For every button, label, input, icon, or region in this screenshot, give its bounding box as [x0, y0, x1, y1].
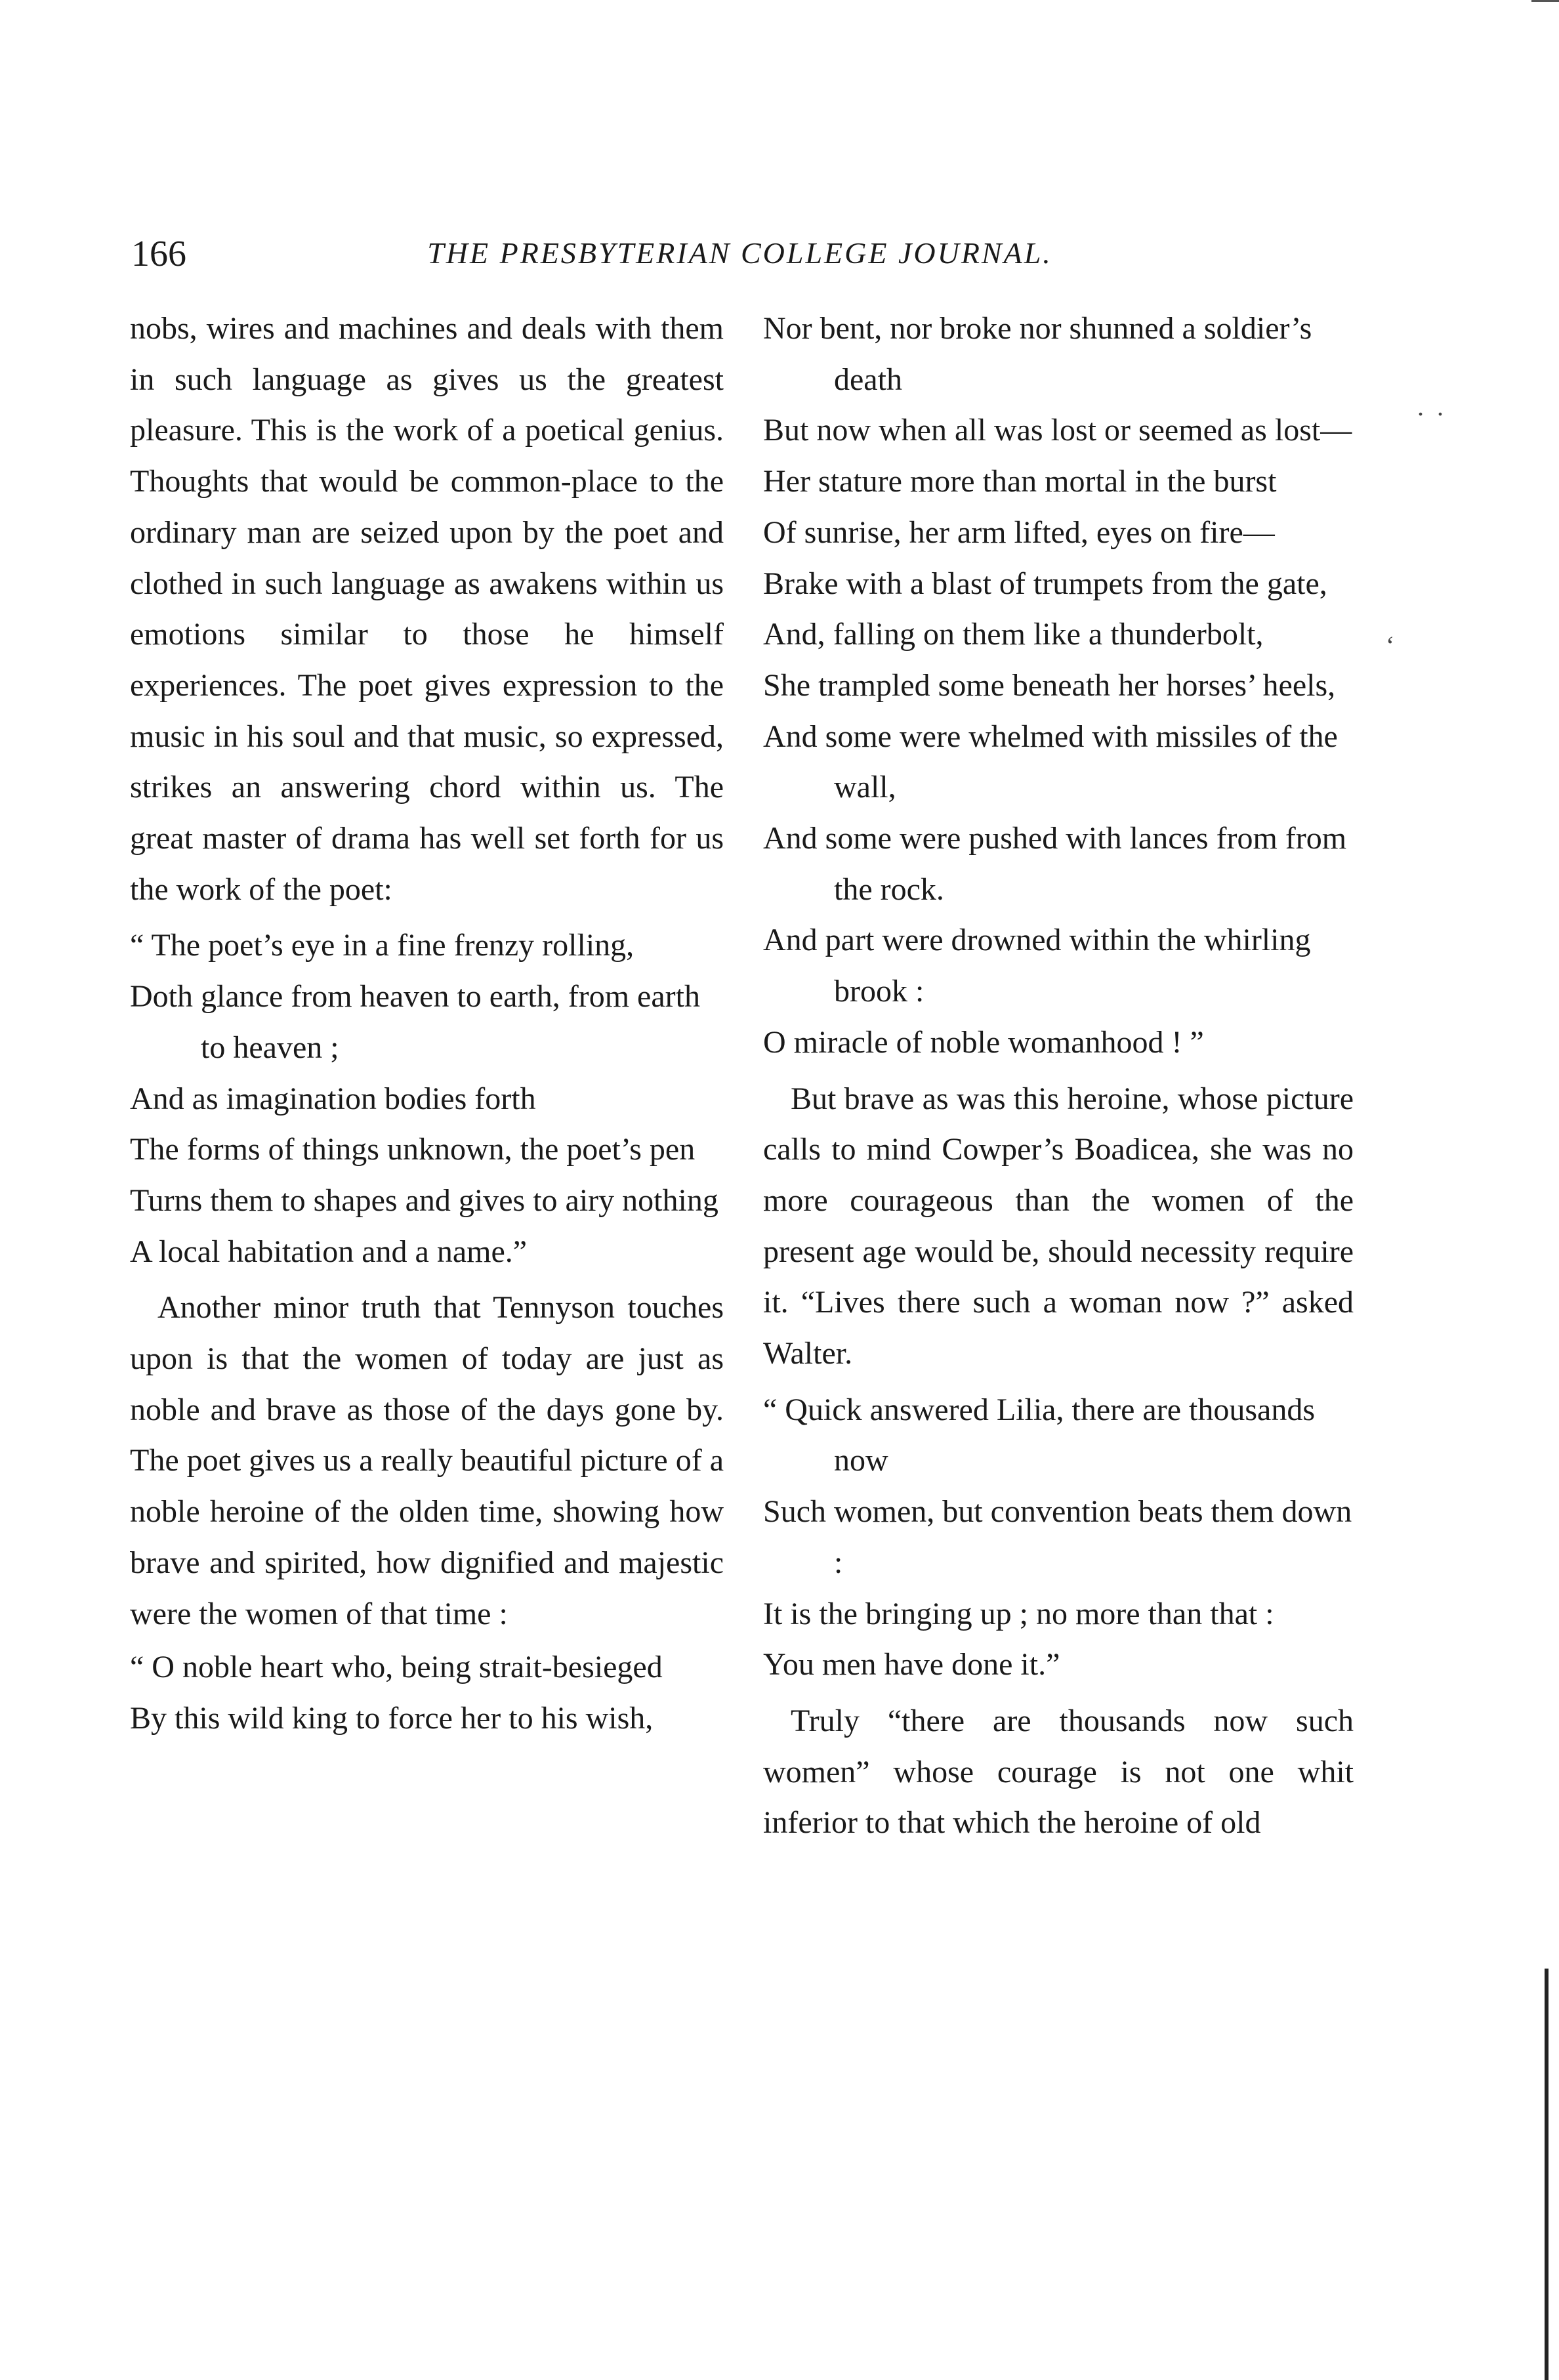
- verse-line: “ O noble heart who, being strait-besieged: [130, 1650, 663, 1685]
- verse-quote-tennyson: [130, 1642, 724, 1743]
- verse-line: It is the bringing up ; no more than that :: [763, 1596, 1274, 1631]
- speck: . .: [1417, 392, 1444, 421]
- verse-line: And part were drowned within the whirling brook :: [763, 923, 1311, 1009]
- verse-line: The forms of things unknown, the poet’s pen: [130, 1132, 696, 1167]
- verse-quote-tennyson-continued: [763, 303, 1354, 1068]
- verse-line: Her stature more than mortal in the burst: [763, 464, 1277, 499]
- scan-edge-mark: [1531, 0, 1559, 2]
- paragraph: Another minor truth that Tennyson touches upon is that the women of today are just as noble and brave as those of the days gone by. The poet gives us a really beautiful picture of a noble heroine of the olden time, showing how brave and spirited, how dignified and majestic were the women of that time :: [130, 1290, 724, 1631]
- verse-line: You men have done it.”: [763, 1647, 1060, 1682]
- verse-line: And some were pushed with lances from from the rock.: [763, 821, 1347, 907]
- verse-line: Turns them to shapes and gives to airy nothing: [130, 1182, 718, 1218]
- verse-line: O miracle of noble womanhood ! ”: [763, 1024, 1204, 1060]
- verse-line: “ The poet’s eye in a fine frenzy rolling,: [130, 928, 634, 963]
- verse-line: And, falling on them like a thunderbolt,: [763, 617, 1264, 652]
- page-number: 166: [131, 234, 186, 274]
- verse-line: Doth glance from heaven to earth, from earth to heaven ;: [130, 979, 700, 1065]
- verse-quote-shakespeare: [130, 920, 724, 1277]
- verse-line: And as imagination bodies forth: [130, 1081, 536, 1116]
- verse-line: “ Quick answered Lilia, there are thousands now: [763, 1392, 1316, 1478]
- verse-line: Of sunrise, her arm lifted, eyes on fire—: [763, 514, 1275, 550]
- right-column: [763, 303, 1354, 1848]
- verse-line: But now when all was lost or seemed as lost—: [763, 413, 1352, 448]
- left-column: [130, 303, 724, 1744]
- running-title: THE PRESBYTERIAN COLLEGE JOURNAL.: [427, 236, 1052, 270]
- scan-edge-shadow: [1545, 1969, 1549, 2380]
- verse-line: A local habitation and a name.”: [130, 1234, 528, 1269]
- speck: ‘: [1386, 631, 1395, 660]
- verse-line: Brake with a blast of trumpets from the gate,: [763, 566, 1327, 601]
- verse-quote-lilia: [763, 1385, 1354, 1690]
- verse-line: By this wild king to force her to his wish,: [130, 1700, 654, 1736]
- verse-line: She trampled some beneath her horses’ heels,: [763, 667, 1336, 703]
- paragraph: Truly “there are thousands now such women” whose courage is not one whit inferior to that which the heroine of old: [763, 1703, 1354, 1841]
- verse-line: Such women, but convention beats them down :: [763, 1494, 1352, 1580]
- verse-line: Nor bent, nor broke nor shunned a soldier’s death: [763, 311, 1312, 397]
- paragraph: nobs, wires and machines and deals with them in such language as gives us the greatest pleasure. This is the work of a poetical genius. Thoughts that would be common-place to the ordinary man are seized upon by the poet and clothed in such language as awakens within us emotions similar to those he himself experiences. The poet gives expression to the music in his soul and that music, so expressed, strikes an answering chord within us. The great master of drama has well set forth for us the work of the poet:: [130, 311, 724, 907]
- page-header: [131, 233, 1348, 292]
- paragraph: But brave as was this heroine, whose picture calls to mind Cowper’s Boadicea, she was no more courageous than the women of the present age would be, should necessity require it. “Lives there such a woman now ?” asked Walter.: [763, 1081, 1354, 1371]
- verse-line: And some were whelmed with missiles of the wall,: [763, 719, 1338, 805]
